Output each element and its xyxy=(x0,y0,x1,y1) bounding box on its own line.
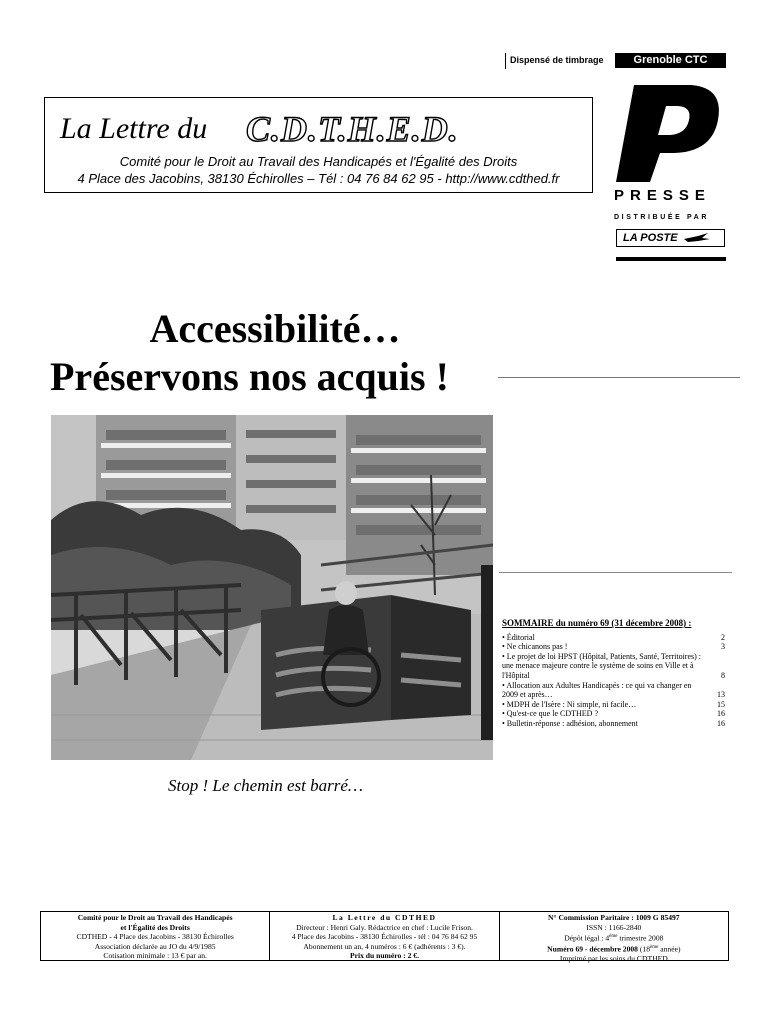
headline-line-2: Préservons nos acquis ! xyxy=(50,354,449,399)
toc-item: • MDPH de l'Isère : Ni simple, ni facile… 15 xyxy=(502,699,725,709)
footer-publication: La Lettre du CDTHED Directeur : Henri Galy. Rédactrice en chef : Lucile Frison. 4 Place des Jacobins - 38130 Échirolles - tél : 04 76 84 62 95 Abonnement un an, 4 numéros : 6 € (adhérents : 3 €). Prix du numéro : 2 €. xyxy=(269,912,498,960)
toc-item: • Qu'est-ce que le CDTHED ? 16 xyxy=(502,709,725,719)
stamp-box: Grenoble CTC xyxy=(615,53,726,68)
cover-photo xyxy=(51,415,493,760)
organization-name: Comité pour le Droit au Travail des Handicapés et l'Égalité des Droits xyxy=(119,154,518,169)
presse-p-glyph xyxy=(616,85,719,182)
photo-caption: Stop ! Le chemin est barré… xyxy=(168,776,364,795)
summary-title: SOMMAIRE du numéro 69 (31 décembre 2008) : xyxy=(502,618,692,628)
la-poste-badge xyxy=(616,229,725,247)
presse-label: PRESSE xyxy=(614,187,711,204)
toc-item: • Ne chicanons pas ! 3 xyxy=(502,642,725,652)
toc-item: • Éditorial 2 xyxy=(502,632,725,642)
masthead-title-prefix: La Lettre du xyxy=(60,112,208,145)
toc-item: • Le projet de loi HPST (Hôpital, Patients, Santé, Territoires) : une menace majeure contre le système de soins en Ville et à l'Hôpital 8 xyxy=(502,651,725,680)
organization-address: 4 Place des Jacobins, 38130 Échirolles – Tél : 04 76 84 62 95 - http://www.cdthed.fr xyxy=(77,171,560,186)
masthead-title-acronym: C.D.T.H.E.D. xyxy=(246,109,459,149)
logo-rule xyxy=(616,257,726,261)
stamp-label: Dispensé de timbrage xyxy=(510,55,604,65)
footer-table xyxy=(40,911,729,964)
toc-item: • Allocation aux Adultes Handicapés : ce qui va changer en 2009 et après… 13 xyxy=(502,680,725,700)
table-of-contents xyxy=(502,619,725,729)
stamp-divider xyxy=(505,53,506,69)
la-poste-label: LA POSTE xyxy=(623,232,678,244)
la-poste-bird-icon xyxy=(684,233,710,243)
footer-association: Comité pour le Droit au Travail des Handicapés et l'Égalité des Droits CDTHED - 4 Place des Jacobins - 38130 Échirolles Association déclarée au JO du 4/9/1985 Cotisation minimale : 13 € par an. xyxy=(76,913,234,961)
toc-item: • Bulletin-réponse : adhésion, abonnement 16 xyxy=(502,718,725,728)
summary-rule xyxy=(499,572,732,573)
headline-rule xyxy=(498,377,740,378)
distribution-label: DISTRIBUÉE PAR xyxy=(614,214,709,221)
footer-legal: N° Commission Paritaire : 1009 G 85497 ISSN : 1166-2840 Dépôt légal : 4ème trimestre 2008 Numéro 69 - décembre 2008 (18ème année) Imprimé par les soins du CDTHED xyxy=(499,912,728,960)
headline-line-1: Accessibilité… xyxy=(149,306,401,351)
